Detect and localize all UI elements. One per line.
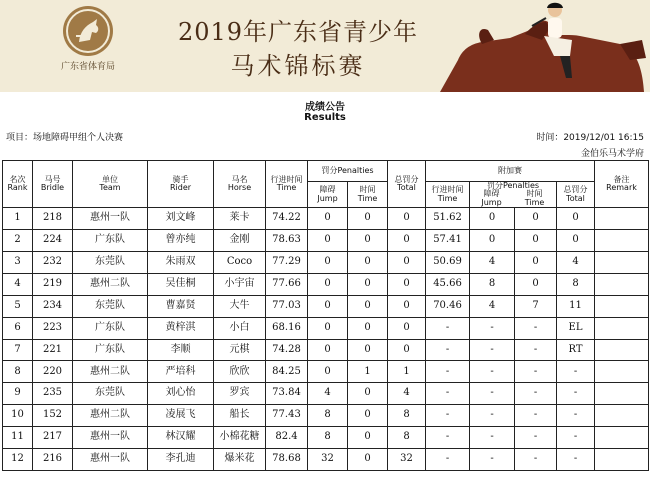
cell-total: 32 (388, 448, 426, 470)
cell-remark (595, 208, 649, 230)
event-time: 时间：2019/12/01 16:15 (536, 133, 644, 143)
cell-team: 惠州二队 (73, 273, 148, 295)
cell-jo-jump: 4 (470, 251, 515, 273)
cell-jo-jump: 8 (470, 273, 515, 295)
cell-bridle: 219 (33, 273, 73, 295)
cell-rank: 1 (3, 208, 33, 230)
cell-total: 0 (388, 208, 426, 230)
cell-remark (595, 273, 649, 295)
table-row (3, 295, 649, 317)
cell-jo-total: 0 (557, 230, 595, 252)
cell-time: 74.28 (266, 339, 308, 361)
header-total: 总罚分 Total (388, 161, 426, 208)
banner-title-line2: 马术锦标赛 (230, 52, 366, 80)
cell-bridle: 232 (33, 251, 73, 273)
header-jo-total: 总罚分 Total (557, 182, 595, 208)
cell-horse: 金刚 (214, 230, 266, 252)
header-team: 单位 Team (73, 161, 148, 208)
cell-ptime: 0 (348, 405, 388, 427)
cell-jo-jump: - (470, 448, 515, 470)
cell-jo-jump: 0 (470, 208, 515, 230)
cell-bridle: 217 (33, 427, 73, 449)
cell-remark (595, 361, 649, 383)
header-penalty-time: 时间 Time (348, 182, 388, 208)
cell-jo-jump: 4 (470, 295, 515, 317)
cell-ptime: 0 (348, 427, 388, 449)
cell-horse: 小宇宙 (214, 273, 266, 295)
cell-horse: 大牛 (214, 295, 266, 317)
venue-name: 金伯乐马术学府 (580, 149, 644, 159)
cell-rank: 6 (3, 317, 33, 339)
cell-horse: 小棉花糖 (214, 427, 266, 449)
cell-jo-time: - (426, 317, 470, 339)
cell-jump: 8 (308, 427, 348, 449)
cell-time: 78.63 (266, 230, 308, 252)
table-row (3, 361, 649, 383)
cell-jo-total: 11 (557, 295, 595, 317)
header-jump: 障碍 Jump (308, 182, 348, 208)
cell-rider: 严培科 (148, 361, 214, 383)
cell-ptime: 0 (348, 448, 388, 470)
cell-jo-time: 70.46 (426, 295, 470, 317)
cell-jump: 0 (308, 230, 348, 252)
cell-jo-jump: - (470, 383, 515, 405)
cell-jump: 0 (308, 361, 348, 383)
table-row (3, 448, 649, 470)
cell-rank: 8 (3, 361, 33, 383)
cell-jo-jump: - (470, 361, 515, 383)
header-remark: 备注 Remark (595, 161, 649, 208)
cell-jo-jump: - (470, 317, 515, 339)
cell-jo-jump: - (470, 427, 515, 449)
table-row (3, 427, 649, 449)
cell-jo-total: RT (557, 339, 595, 361)
cell-jo-ptime: - (515, 383, 557, 405)
table-row (3, 317, 649, 339)
cell-rider: 曹嘉贤 (148, 295, 214, 317)
header-jo-time: 行进时间 Time (426, 182, 470, 208)
table-row (3, 208, 649, 230)
header-jo-penalties: 罚分Penalties 障碍 时间 Jump Time (470, 182, 557, 208)
cell-team: 广东队 (73, 230, 148, 252)
cell-remark (595, 230, 649, 252)
cell-time: 74.22 (266, 208, 308, 230)
header-penalties: 罚分Penalties (308, 161, 388, 182)
cell-team: 惠州一队 (73, 427, 148, 449)
cell-jump: 0 (308, 317, 348, 339)
cell-rider: 吴佳桐 (148, 273, 214, 295)
cell-jo-jump: 0 (470, 230, 515, 252)
cell-ptime: 0 (348, 273, 388, 295)
cell-ptime: 0 (348, 295, 388, 317)
cell-time: 84.25 (266, 361, 308, 383)
cell-jo-ptime: - (515, 427, 557, 449)
cell-time: 78.68 (266, 448, 308, 470)
table-row (3, 273, 649, 295)
table-row (3, 405, 649, 427)
cell-team: 东莞队 (73, 383, 148, 405)
cell-team: 广东队 (73, 339, 148, 361)
cell-bridle: 216 (33, 448, 73, 470)
cell-jo-jump: - (470, 405, 515, 427)
cell-remark (595, 317, 649, 339)
cell-jo-ptime: - (515, 405, 557, 427)
cell-bridle: 235 (33, 383, 73, 405)
cell-remark (595, 383, 649, 405)
cell-jo-time: - (426, 383, 470, 405)
cell-jump: 0 (308, 339, 348, 361)
banner-title-line1: 2019年广东省青少年 (177, 18, 419, 46)
cell-ptime: 0 (348, 251, 388, 273)
cell-jo-total: 0 (557, 208, 595, 230)
cell-remark (595, 295, 649, 317)
cell-jo-time: 50.69 (426, 251, 470, 273)
cell-total: 4 (388, 383, 426, 405)
cell-total: 1 (388, 361, 426, 383)
cell-rank: 12 (3, 448, 33, 470)
cell-team: 东莞队 (73, 295, 148, 317)
cell-rider: 李顺 (148, 339, 214, 361)
cell-horse: Coco (214, 251, 266, 273)
cell-jump: 8 (308, 405, 348, 427)
cell-jo-ptime: 7 (515, 295, 557, 317)
cell-rank: 9 (3, 383, 33, 405)
cell-ptime: 1 (348, 361, 388, 383)
cell-total: 0 (388, 295, 426, 317)
cell-jo-time: - (426, 405, 470, 427)
results-title-en: Results (304, 112, 346, 123)
cell-jo-total: 4 (557, 251, 595, 273)
cell-jo-time: - (426, 427, 470, 449)
cell-horse: 罗宾 (214, 383, 266, 405)
table-row (3, 383, 649, 405)
cell-ptime: 0 (348, 208, 388, 230)
cell-ptime: 0 (348, 339, 388, 361)
cell-jo-time: - (426, 361, 470, 383)
cell-jo-ptime: - (515, 339, 557, 361)
cell-team: 惠州二队 (73, 405, 148, 427)
header-rider: 骑手 Rider (148, 161, 214, 208)
cell-ptime: 0 (348, 230, 388, 252)
cell-total: 0 (388, 339, 426, 361)
cell-rank: 5 (3, 295, 33, 317)
results-table (2, 160, 649, 471)
cell-jo-ptime: 0 (515, 251, 557, 273)
table-row (3, 339, 649, 361)
cell-horse: 船长 (214, 405, 266, 427)
cell-team: 惠州一队 (73, 208, 148, 230)
header-jumpoff: 附加赛 (426, 161, 595, 182)
cell-remark (595, 339, 649, 361)
cell-remark (595, 427, 649, 449)
cell-jo-total: - (557, 405, 595, 427)
cell-jo-time: 57.41 (426, 230, 470, 252)
horse-rider-illustration (420, 0, 650, 92)
cell-jump: 0 (308, 295, 348, 317)
cell-bridle: 152 (33, 405, 73, 427)
cell-rank: 2 (3, 230, 33, 252)
cell-jo-ptime: - (515, 361, 557, 383)
cell-rank: 10 (3, 405, 33, 427)
cell-jo-time: - (426, 339, 470, 361)
cell-ptime: 0 (348, 317, 388, 339)
cell-bridle: 220 (33, 361, 73, 383)
cell-bridle: 218 (33, 208, 73, 230)
org-name: 广东省体育局 (60, 62, 115, 72)
cell-jo-ptime: 0 (515, 273, 557, 295)
cell-team: 广东队 (73, 317, 148, 339)
horse-emblem-icon (63, 6, 113, 56)
cell-jump: 32 (308, 448, 348, 470)
cell-time: 77.29 (266, 251, 308, 273)
cell-jo-ptime: 0 (515, 230, 557, 252)
cell-jump: 0 (308, 273, 348, 295)
cell-horse: 莱卡 (214, 208, 266, 230)
cell-rank: 3 (3, 251, 33, 273)
cell-bridle: 223 (33, 317, 73, 339)
cell-rider: 黄梓淇 (148, 317, 214, 339)
cell-time: 77.03 (266, 295, 308, 317)
cell-rider: 刘文峰 (148, 208, 214, 230)
cell-horse: 爆米花 (214, 448, 266, 470)
cell-total: 8 (388, 405, 426, 427)
cell-jo-time: 45.66 (426, 273, 470, 295)
cell-jo-total: - (557, 448, 595, 470)
cell-jo-total: - (557, 383, 595, 405)
cell-jump: 4 (308, 383, 348, 405)
cell-jo-total: EL (557, 317, 595, 339)
results-title-cn: 成绩公告 (305, 102, 345, 113)
cell-team: 惠州二队 (73, 361, 148, 383)
cell-rank: 7 (3, 339, 33, 361)
cell-jo-time: - (426, 448, 470, 470)
cell-remark (595, 448, 649, 470)
org-logo (52, 6, 124, 72)
cell-horse: 小白 (214, 317, 266, 339)
cell-remark (595, 405, 649, 427)
cell-time: 68.16 (266, 317, 308, 339)
cell-team: 东莞队 (73, 251, 148, 273)
cell-rider: 李孔迪 (148, 448, 214, 470)
cell-jump: 0 (308, 251, 348, 273)
header-bridle: 马号 Bridle (33, 161, 73, 208)
cell-time: 82.4 (266, 427, 308, 449)
cell-jo-time: 51.62 (426, 208, 470, 230)
cell-jo-jump: - (470, 339, 515, 361)
cell-jo-ptime: - (515, 448, 557, 470)
cell-jo-ptime: - (515, 317, 557, 339)
cell-rank: 4 (3, 273, 33, 295)
cell-jo-total: 8 (557, 273, 595, 295)
table-row (3, 230, 649, 252)
cell-total: 0 (388, 273, 426, 295)
header-banner (0, 0, 650, 92)
cell-total: 0 (388, 317, 426, 339)
cell-horse: 元棋 (214, 339, 266, 361)
header-rank: 名次 Rank (3, 161, 33, 208)
cell-bridle: 224 (33, 230, 73, 252)
cell-rank: 11 (3, 427, 33, 449)
cell-bridle: 221 (33, 339, 73, 361)
header-time: 行进时间 Time (266, 161, 308, 208)
cell-jo-total: - (557, 361, 595, 383)
cell-ptime: 0 (348, 383, 388, 405)
cell-jo-total: - (557, 427, 595, 449)
cell-jump: 0 (308, 208, 348, 230)
cell-remark (595, 251, 649, 273)
cell-total: 8 (388, 427, 426, 449)
cell-rider: 刘心怡 (148, 383, 214, 405)
cell-bridle: 234 (33, 295, 73, 317)
cell-horse: 欣欣 (214, 361, 266, 383)
cell-team: 惠州一队 (73, 448, 148, 470)
cell-rider: 林汉耀 (148, 427, 214, 449)
cell-total: 0 (388, 251, 426, 273)
cell-rider: 凌展飞 (148, 405, 214, 427)
header-horse: 马名 Horse (214, 161, 266, 208)
cell-time: 77.43 (266, 405, 308, 427)
event-name: 项目：场地障碍甲组个人决赛 (6, 133, 124, 143)
cell-total: 0 (388, 230, 426, 252)
cell-rider: 曾亦纯 (148, 230, 214, 252)
cell-time: 77.66 (266, 273, 308, 295)
cell-jo-ptime: 0 (515, 208, 557, 230)
cell-time: 73.84 (266, 383, 308, 405)
cell-rider: 朱雨双 (148, 251, 214, 273)
table-row (3, 251, 649, 273)
